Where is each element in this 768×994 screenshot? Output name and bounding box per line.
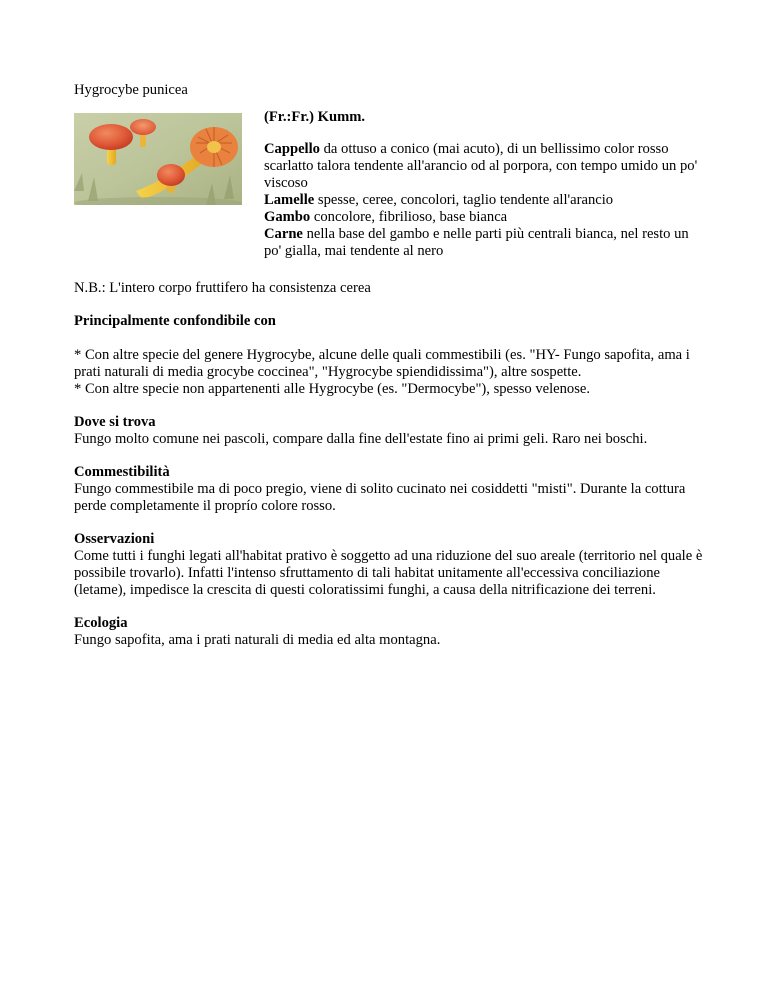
section-osservazioni bbox=[74, 531, 704, 599]
confusion-item: * Con altre specie del genere Hygrocybe, alcune delle quali commestibili (es. "HY- Fungo sapofita, ama i prati naturali di media grocybe coccinea", "Hygrocybe spiendidissima"), altre sospette. bbox=[74, 347, 690, 380]
description-block bbox=[264, 109, 704, 260]
section-heading: Dove si trova bbox=[74, 414, 156, 430]
section-heading: Commestibilità bbox=[74, 464, 170, 480]
trait-label: Cappello bbox=[264, 141, 320, 157]
confusion-heading: Principalmente confondibile con bbox=[74, 313, 276, 329]
trait-gambo bbox=[264, 209, 704, 226]
trait-text: nella base del gambo e nelle parti più centrali bianca, nel resto un po' gialla, mai tendente al nero bbox=[264, 226, 689, 259]
trait-lamelle bbox=[264, 192, 704, 209]
section-text: Fungo commestibile ma di poco pregio, viene di solito cucinato nei cosiddetti "misti". Durante la cottura perde completamente il proprío colore rosso. bbox=[74, 481, 686, 514]
section-dove-si-trova bbox=[74, 414, 704, 448]
trait-cappello bbox=[264, 141, 704, 192]
authority-citation: (Fr.:Fr.) Kumm. bbox=[264, 109, 366, 125]
section-text: Fungo sapofita, ama i prati naturali di media ed alta montagna. bbox=[74, 632, 441, 648]
trait-text: concolore, fibrilioso, base bianca bbox=[310, 209, 508, 225]
section-heading: Osservazioni bbox=[74, 531, 155, 547]
confusion-item: * Con altre specie non appartenenti alle Hygrocybe (es. "Dermocybe"), spesso velenose. bbox=[74, 381, 591, 397]
species-title: Hygrocybe punicea bbox=[74, 82, 188, 98]
mushroom-photo-icon bbox=[74, 113, 242, 205]
intro-block bbox=[74, 109, 704, 279]
section-ecologia bbox=[74, 615, 704, 649]
trait-carne bbox=[264, 226, 704, 260]
trait-text: spesse, ceree, concolori, taglio tendente all'arancio bbox=[314, 192, 614, 208]
section-text: Fungo molto comune nei pascoli, compare dalla fine dell'estate fino ai primi geli. Raro nei boschi. bbox=[74, 431, 648, 447]
trait-text: da ottuso a conico (mai acuto), di un bellissimo color rosso scarlatto talora tendente all'arancio od al porpora, con tempo umido un po' viscoso bbox=[264, 141, 698, 191]
section-heading: Ecologia bbox=[74, 615, 128, 631]
section-text: Come tutti i funghi legati all'habitat prativo è soggetto ad una riduzione del suo areale (territorio nel quale è possibile trovarlo). Infatti l'intenso sfruttamento di tali habitat unitamente all'eccessiva conciliazione (letame), impedisce la crescita di questi coloratissimi funghi, a causa della nitrificazione dei terreni. bbox=[74, 548, 703, 598]
trait-label: Lamelle bbox=[264, 192, 315, 208]
nota-bene: N.B.: L'intero corpo fruttifero ha consistenza cerea bbox=[74, 280, 371, 296]
trait-label: Carne bbox=[264, 226, 303, 242]
trait-label: Gambo bbox=[264, 209, 311, 225]
section-commestibilita bbox=[74, 464, 704, 515]
document-page bbox=[74, 82, 704, 649]
